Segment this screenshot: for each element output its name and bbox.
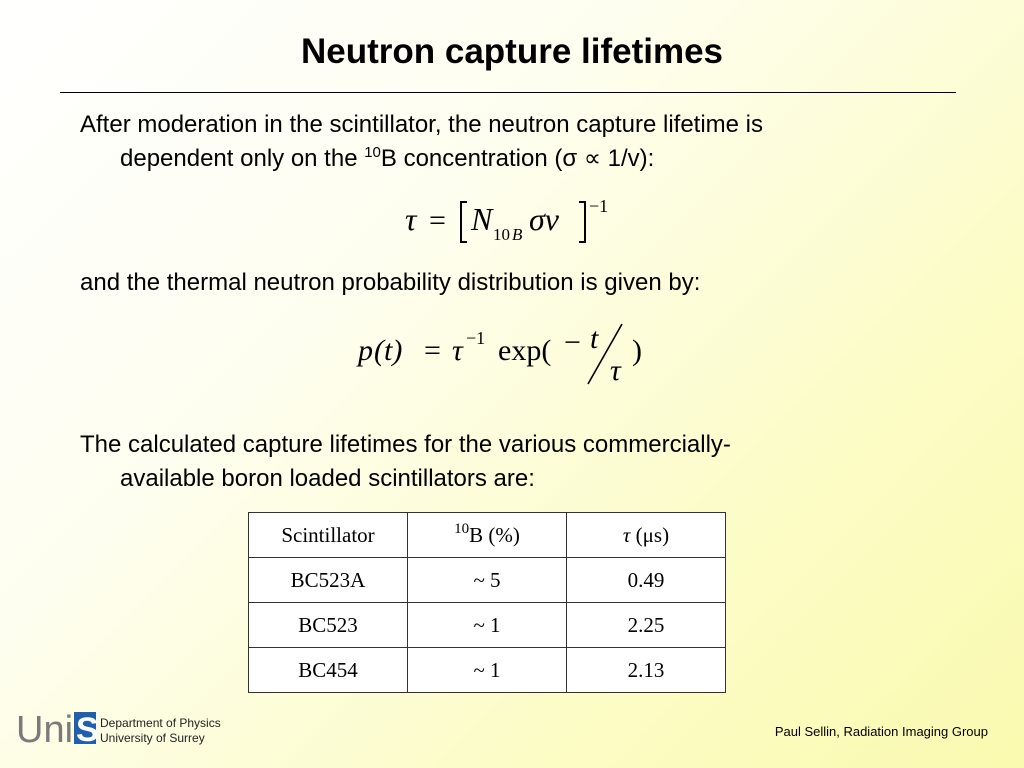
table-row [249,648,726,693]
paragraph-moderation [80,108,940,176]
probability-equation [352,318,652,390]
paragraph-moderation-line1: After moderation in the scintillator, the neutron capture lifetime is [80,111,764,138]
eq2-tau-exponent: −1 [466,328,486,348]
eq2-numerator: t [590,322,599,355]
eq2-arg: (t) [374,334,403,367]
logo-uni-text: Uni [16,709,74,746]
table-header-row [249,513,726,558]
eq1-left-bracket [461,202,467,242]
header-lifetime-unit: (μs) [630,522,670,547]
eq1-right-bracket [579,202,585,242]
paragraph-moderation-line2 [80,142,940,176]
header-boron-label: B (%) [469,522,520,547]
eq1-exponent: −1 [589,196,609,216]
cell-scintillator: BC454 [249,648,408,693]
cell-lifetime: 2.13 [567,648,726,693]
paragraph-calculated [80,428,940,496]
paragraph-calculated-line1: The calculated capture lifetimes for the various commercially- [80,431,731,458]
logo-university: University of Surrey [100,731,205,745]
eq1-subscript-number: 10 [493,225,510,244]
cell-boron: ~ 1 [408,603,567,648]
lifetime-equation [395,190,635,250]
cell-boron: ~ 1 [408,648,567,693]
cell-boron: ~ 5 [408,558,567,603]
eq1-equals: = [429,204,446,237]
cell-lifetime: 2.25 [567,603,726,648]
slide-title: Neutron capture lifetimes [300,32,724,71]
header-lifetime-tau: τ [622,522,631,547]
header-lifetime [567,513,726,558]
lifetimes-table [248,512,726,693]
eq1-N: N [471,201,493,237]
eq2-close: ) [632,334,642,367]
eq2-equals: = [424,334,441,367]
eq2-minus: − [564,326,581,359]
header-scintillator: Scintillator [249,513,408,558]
header-boron-mass: 10 [454,520,470,537]
paragraph-calculated-line2: available boron loaded scintillators are: [120,465,535,492]
logo-s-text: S [76,711,99,746]
isotope-mass-number: 10 [364,144,381,161]
eq1-subscript-letter: B [512,225,523,244]
eq2-exp: exp( [498,334,552,367]
para1-text-post: B concentration (σ ∝ 1/v): [380,145,655,172]
eq2-tau: τ [452,334,463,367]
table-row [249,558,726,603]
paragraph-distribution: and the thermal neutron probability distribution is given by: [80,269,701,296]
logo-department: Department of Physics [100,716,221,730]
footer-credit: Paul Sellin, Radiation Imaging Group [774,724,988,739]
title-divider [60,92,956,93]
unis-logo [16,706,226,746]
para1-text-pre: dependent only on the [120,145,365,172]
eq2-p: p [358,334,373,367]
cell-scintillator: BC523A [249,558,408,603]
eq2-denominator: τ [610,354,621,387]
eq1-tau: τ [405,201,417,237]
cell-scintillator: BC523 [249,603,408,648]
header-boron [408,513,567,558]
table-row [249,603,726,648]
eq1-sigma-v: σν [529,201,559,237]
cell-lifetime: 0.49 [567,558,726,603]
